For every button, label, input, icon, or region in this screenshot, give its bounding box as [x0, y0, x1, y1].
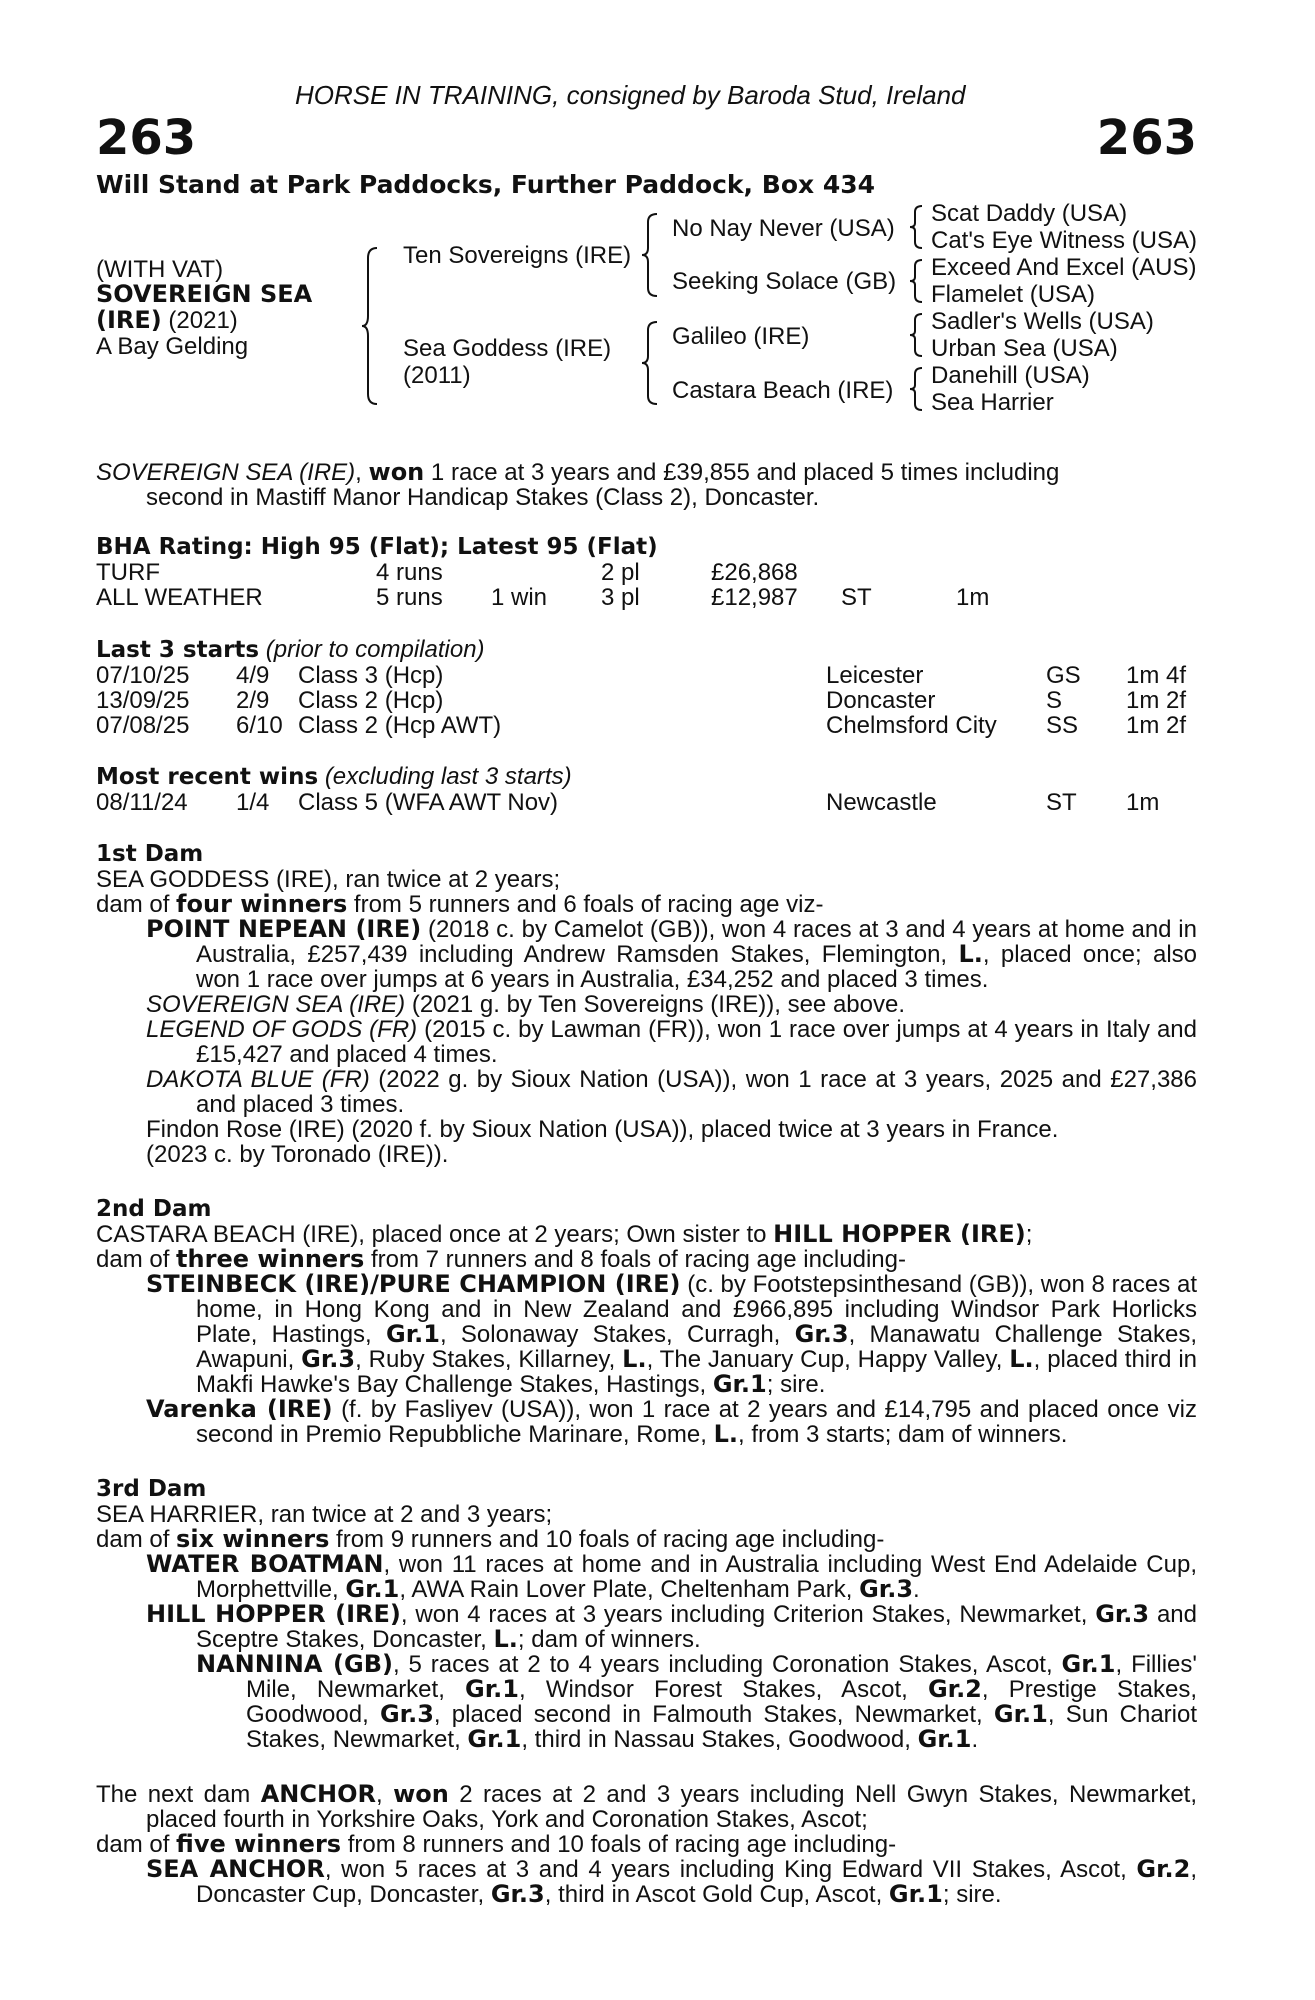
pedigree-dam: Sea Goddess (IRE)	[403, 335, 612, 362]
first-dam-section: 1st Dam SEA GODDESS (IRE), ran twice at 2 years; dam of four winners from 5 runners and 6 foals of racing age viz- POINT NEPEAN (IRE) (2018 c. by Camelot (GB)), won 4 races at 3 and 4 years at home and in Australia, £257,439 including Andrew Ramsden Stakes, Flemington, L., placed once; also won 1 race over jumps at 6 years in Australia, £34,252 and placed 3 times. SOVEREIGN SEA (IRE) (2021 g. by Ten Sovereigns (IRE)), see above. LEGEND OF GODS (FR) (2015 c. by Lawman (FR)), won 1 race over jumps at 4 years in Italy and £15,427 and placed 4 times. DAKOTA BLUE (FR) (2022 g. by Sioux Nation (USA)), won 1 race at 3 years, 2025 and £27,386 and placed 3 times. Findon Rose (IRE) (2020 f. by Sioux Nation (USA)), placed twice at 3 years in France. (2023 c. by Toronado (IRE)).	[96, 841, 1197, 1168]
pedigree-g6: Urban Sea (USA)	[931, 335, 1118, 362]
start-row: 13/09/25 2/9 Class 2 (Hcp) Doncaster S 1m 2f	[96, 687, 1187, 714]
catalogue-subtitle: HORSE IN TRAINING, consigned by Baroda Stud, Ireland	[295, 80, 966, 110]
horse-description: A Bay Gelding	[96, 333, 249, 360]
second-dam-title: 2nd Dam	[96, 1196, 212, 1222]
rating-row: ALL WEATHER 5 runs 1 win 3 pl £12,987 ST 1m	[96, 584, 990, 611]
last-starts-table	[96, 663, 1186, 738]
pedigree-sire-sire: No Nay Never (USA)	[672, 215, 895, 242]
lot-number-left: 263	[96, 110, 197, 166]
g-brace-2	[910, 258, 924, 304]
first-dam-title: 1st Dam	[96, 841, 204, 867]
start-row: 07/08/25 6/10 Class 2 (Hcp AWT) Chelmsford City SS 1m 2f	[96, 712, 1187, 739]
horse-name: SOVEREIGN SEA	[96, 280, 313, 308]
last-starts-title: Last 3 starts	[96, 637, 260, 663]
g-brace-1	[910, 204, 924, 250]
rating-row: TURF 4 runs 2 pl £26,868	[96, 559, 798, 586]
recent-wins-title: Most recent wins	[96, 764, 319, 790]
win-row: 08/11/24 1/4 Class 5 (WFA AWT Nov) Newcastle ST 1m	[96, 789, 1160, 816]
pedigree-g2: Cat's Eye Witness (USA)	[931, 227, 1197, 254]
lot-number-right: 263	[1096, 110, 1197, 166]
sire-brace	[642, 212, 662, 298]
pedigree-g8: Sea Harrier	[931, 389, 1054, 416]
pedigree-g4: Flamelet (USA)	[931, 281, 1096, 308]
vat-note: (WITH VAT)	[96, 256, 224, 283]
bha-rating-title: BHA Rating: High 95 (Flat); Latest 95 (Flat)	[96, 534, 658, 560]
pedigree-g5: Sadler's Wells (USA)	[931, 308, 1154, 335]
race-summary: SOVEREIGN SEA (IRE), won 1 race at 3 years and £39,855 and placed 5 times including second in Mastiff Manor Handicap Stakes (Class 2), Doncaster.	[96, 458, 1060, 511]
recent-wins-section: Most recent wins (excluding last 3 starts) 08/11/24 1/4 Class 5 (WFA AWT Nov) Newcastle ST 1m	[96, 763, 1160, 816]
third-dam-section: 3rd Dam SEA HARRIER, ran twice at 2 and 3 years; dam of six winners from 9 runners and 10 foals of racing age including- WATER BOATMAN, won 11 races at home and in Australia including West End Adelaide Cup, Morphettville, Gr.1, AWA Rain Lover Plate, Cheltenham Park, Gr.3. HILL HOPPER (IRE), won 4 races at 3 years including Criterion Stakes, Newmarket, Gr.3 and Sceptre Stakes, Doncaster, L.; dam of winners. NANNINA (GB), 5 races at 2 to 4 years including Coronation Stakes, Ascot, Gr.1, Fillies' Mile, Newmarket, Gr.1, Windsor Forest Stakes, Ascot, Gr.2, Prestige Stakes, Goodwood, Gr.3, placed second in Falmouth Stakes, Newmarket, Gr.1, Sun Chariot Stakes, Newmarket, Gr.1, third in Nassau Stakes, Goodwood, Gr.1.	[96, 1476, 1198, 1753]
pedigree-sire-dam: Seeking Solace (GB)	[672, 268, 897, 295]
stand-location: Will Stand at Park Paddocks, Further Paddock, Box 434	[96, 170, 876, 199]
pedigree-sire: Ten Sovereigns (IRE)	[403, 242, 632, 269]
pedigree-g7: Danehill (USA)	[931, 362, 1090, 389]
last-starts-section: Last 3 starts (prior to compilation) 07/10/25 4/9 Class 3 (Hcp) Leicester GS 1m 4f 13/09/25 2/9 Class 2 (Hcp) Doncaster S 1m 2f 07/08/25 6/10 Class 2 (Hcp AWT) Chelmsford City SS 1m 2f	[96, 636, 1187, 739]
pedigree-g1: Scat Daddy (USA)	[931, 200, 1128, 227]
rating-table	[96, 560, 989, 610]
second-dam-section: 2nd Dam CASTARA BEACH (IRE), placed once at 2 years; Own sister to HILL HOPPER (IRE); dam of three winners from 7 runners and 8 foals of racing age including- STEINBECK (IRE)/PURE CHAMPION (IRE) (c. by Footstepsinthesand (GB)), won 8 races at home, in Hong Kong and in New Zealand and £966,895 including Windsor Park Horlicks Plate, Hastings, Gr.1, Solonaway Stakes, Curragh, Gr.3, Manawatu Challenge Stakes, Awapuni, Gr.3, Ruby Stakes, Killarney, L., The January Cup, Happy Valley, L., placed third in Makfi Hawke's Bay Challenge Stakes, Hastings, Gr.1; sire. Varenka (IRE) (f. by Fasliyev (USA)), won 1 race at 2 years and £14,795 and placed once viz second in Premio Repubbliche Marinare, Rome, L., from 3 starts; dam of winners.	[96, 1196, 1197, 1448]
pedigree-dam-year: (2011)	[403, 362, 471, 389]
pedigree-dam-dam: Castara Beach (IRE)	[672, 377, 894, 404]
pedigree-main-brace	[362, 246, 382, 406]
g-brace-3	[910, 312, 924, 358]
recent-wins-table	[96, 790, 1159, 815]
third-dam-title: 3rd Dam	[96, 1476, 207, 1502]
horse-origin-year: (IRE) (2021)	[96, 306, 238, 334]
next-dam-section: The next dam ANCHOR, won 2 races at 2 and 3 years including Nell Gwyn Stakes, Newmarket, placed fourth in Yorkshire Oaks, York and Coronation Stakes, Ascot; dam of five winners from 8 runners and 10 foals of racing age including- SEA ANCHOR, won 5 races at 3 and 4 years including King Edward VII Stakes, Ascot, Gr.2, Doncaster Cup, Doncaster, Gr.3, third in Ascot Gold Cup, Ascot, Gr.1; sire.	[96, 1780, 1197, 1908]
dam-brace	[642, 320, 662, 406]
g-brace-4	[910, 366, 924, 412]
start-row: 07/10/25 4/9 Class 3 (Hcp) Leicester GS 1m 4f	[96, 662, 1187, 689]
bha-rating-section	[96, 535, 1197, 610]
pedigree-g3: Exceed And Excel (AUS)	[931, 254, 1197, 281]
pedigree-dam-sire: Galileo (IRE)	[672, 323, 810, 350]
